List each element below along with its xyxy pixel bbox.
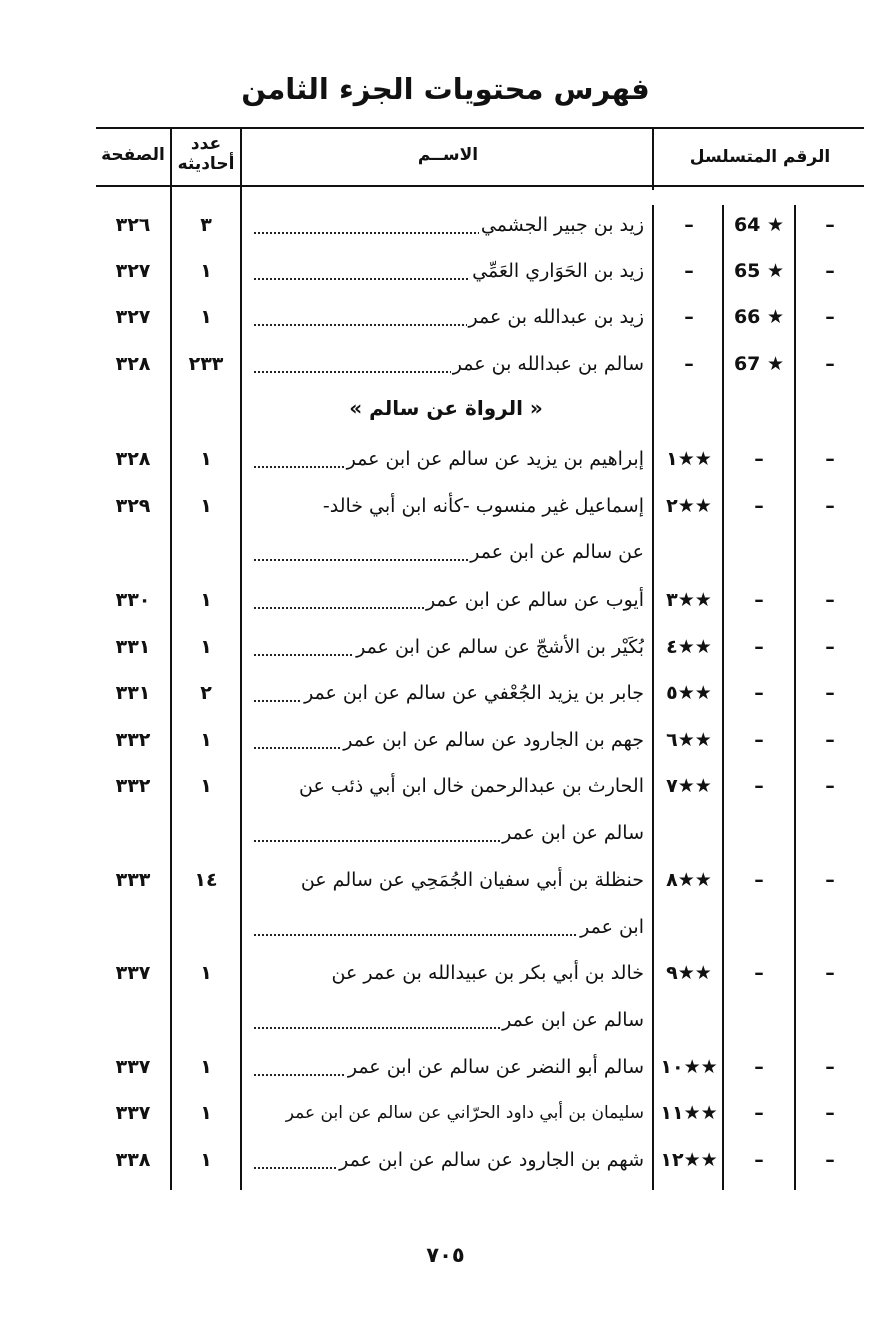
table-row-name: حنظلة بن أبي سفيان الجُمَحِي عن سالم عن xyxy=(300,869,644,891)
column-divider xyxy=(652,205,654,1190)
table-row-name: زيد بن عبدالله بن عمر xyxy=(248,297,644,337)
table-row-serial-3: – xyxy=(825,869,835,891)
table-row-serial-3: – xyxy=(825,1102,835,1124)
table-row-serial-2: – xyxy=(754,729,764,751)
table-row-name-continuation: ابن عمر xyxy=(248,907,644,947)
table-row-serial-3: – xyxy=(825,775,835,797)
table-row-count: ١ xyxy=(200,589,212,611)
table-row-name: إسماعيل غير منسوب -كأنه ابن أبي خالد- xyxy=(322,495,644,517)
table-row-name: بُكَيْر بن الأشجّ عن سالم عن ابن عمر xyxy=(248,627,644,667)
table-row-page: ٣٢٦ xyxy=(115,214,151,236)
table-row-serial-3: – xyxy=(825,306,835,328)
table-row-serial-1: ★★٩ xyxy=(666,962,712,984)
table-row-page: ٣٣٣ xyxy=(115,869,151,891)
table-row-name: سالم أبو النضر عن سالم عن ابن عمر xyxy=(248,1047,644,1087)
table-row-page: ٣٣٨ xyxy=(115,1149,151,1171)
table-row-count: ١ xyxy=(200,1102,212,1124)
table-row-serial-1: – xyxy=(684,214,694,236)
table-row-serial-3: – xyxy=(825,729,835,751)
table-row-page: ٣٣٢ xyxy=(115,775,151,797)
table-row-serial-3: – xyxy=(825,636,835,658)
table-row-serial-1: – xyxy=(684,306,694,328)
page-title: فهرس محتويات الجزء الثامن xyxy=(241,72,650,106)
table-row-count: ١ xyxy=(200,1149,212,1171)
table-row-name-continuation: سالم عن ابن عمر xyxy=(248,1000,644,1040)
table-row-name: زيد بن الحَوَاري العَمِّي xyxy=(248,251,644,291)
header-name: الاســم xyxy=(417,145,479,165)
table-row-count: ١ xyxy=(200,729,212,751)
table-row-serial-1: – xyxy=(684,353,694,375)
table-row-count: ٣ xyxy=(200,214,212,236)
table-row-serial-3: – xyxy=(825,448,835,470)
table-row-serial-2: – xyxy=(754,682,764,704)
table-row-serial-1: ★★٦ xyxy=(666,729,712,751)
table-row-serial-3: – xyxy=(825,1056,835,1078)
table-row-serial-1: ★★١٠ xyxy=(660,1056,718,1078)
table-row-serial-1: ★★٢ xyxy=(666,495,712,517)
table-row-count: ٢٣٣ xyxy=(188,353,224,375)
table-row-name: خالد بن أبي بكر بن عبيدالله بن عمر عن xyxy=(331,962,644,984)
table-row-name: جابر بن يزيد الجُعْفي عن سالم عن ابن عمر xyxy=(248,673,644,713)
table-row-serial-2: – xyxy=(754,495,764,517)
table-row-count: ١ xyxy=(200,1056,212,1078)
table-row-name: زيد بن جبير الجشمي xyxy=(248,205,644,245)
table-row-serial-2: 67 ★ xyxy=(733,353,785,375)
table-row-name: سالم بن عبدالله بن عمر xyxy=(248,344,644,384)
table-row-serial-2: 66 ★ xyxy=(733,306,785,328)
table-row-serial-2: 64 ★ xyxy=(733,214,785,236)
table-row-name: الحارث بن عبدالرحمن خال ابن أبي ذئب عن xyxy=(299,775,644,797)
table-row-serial-3: – xyxy=(825,214,835,236)
table-row-serial-3: – xyxy=(825,682,835,704)
table-row-serial-2: – xyxy=(754,1056,764,1078)
header-count-line1: عدد xyxy=(190,134,222,154)
header-serial: الرقم المتسلسل xyxy=(689,147,831,167)
table-row-serial-1: ★★٥ xyxy=(666,682,712,704)
table-row-serial-1: ★★٨ xyxy=(666,869,712,891)
table-row-page: ٣٢٨ xyxy=(115,353,151,375)
table-row-count: ١ xyxy=(200,495,212,517)
table-row-count: ١٤ xyxy=(194,869,218,891)
table-row-count: ١ xyxy=(200,962,212,984)
table-row-serial-3: – xyxy=(825,1149,835,1171)
column-divider xyxy=(652,127,654,190)
table-row-serial-1: ★★١٢ xyxy=(660,1149,718,1171)
table-row-serial-2: – xyxy=(754,1102,764,1124)
table-row-name: إبراهيم بن يزيد عن سالم عن ابن عمر xyxy=(248,439,644,479)
table-row-page: ٣٢٨ xyxy=(115,448,151,470)
table-row-page: ٣٣٠ xyxy=(115,589,151,611)
table-row-serial-2: – xyxy=(754,448,764,470)
table-row-serial-3: – xyxy=(825,589,835,611)
section-heading: « الرواة عن سالم » xyxy=(349,396,543,420)
table-row-count: ١ xyxy=(200,306,212,328)
table-row-page: ٣٣٧ xyxy=(115,1056,151,1078)
table-row-serial-1: – xyxy=(684,260,694,282)
table-row-serial-3: – xyxy=(825,495,835,517)
header-bottom-rule xyxy=(96,185,864,187)
table-row-name: أيوب عن سالم عن ابن عمر xyxy=(248,580,644,620)
table-row-name: جهم بن الجارود عن سالم عن ابن عمر xyxy=(248,720,644,760)
header-count-line2: أحاديثه xyxy=(177,154,235,174)
table-row-name-continuation: عن سالم عن ابن عمر xyxy=(248,532,644,572)
table-row-serial-2: – xyxy=(754,636,764,658)
table-row-page: ٣٣٧ xyxy=(115,962,151,984)
column-divider xyxy=(240,127,242,1190)
table-row-serial-1: ★★٣ xyxy=(666,589,712,611)
table-row-count: ١ xyxy=(200,636,212,658)
table-row-page: ٣٣١ xyxy=(115,636,151,658)
table-top-rule xyxy=(96,127,864,129)
table-row-serial-1: ★★٧ xyxy=(666,775,712,797)
table-row-count: ١ xyxy=(200,448,212,470)
table-row-page: ٣٢٧ xyxy=(115,260,151,282)
table-row-count: ١ xyxy=(200,775,212,797)
table-row-count: ١ xyxy=(200,260,212,282)
table-row-name: شهم بن الجارود عن سالم عن ابن عمر xyxy=(248,1140,644,1180)
table-row-serial-3: – xyxy=(825,962,835,984)
table-row-serial-2: – xyxy=(754,869,764,891)
table-row-serial-2: – xyxy=(754,1149,764,1171)
table-row-serial-1: ★★١١ xyxy=(660,1102,718,1124)
table-row-serial-3: – xyxy=(825,260,835,282)
table-row-serial-2: – xyxy=(754,962,764,984)
table-row-serial-2: – xyxy=(754,589,764,611)
table-row-page: ٣٣٢ xyxy=(115,729,151,751)
table-row-name-continuation: سالم عن ابن عمر xyxy=(248,813,644,853)
table-row-serial-2: – xyxy=(754,775,764,797)
table-row-serial-1: ★★١ xyxy=(666,448,712,470)
page-number: ٧٠٥ xyxy=(426,1243,465,1267)
table-row-name: سليمان بن أبي داود الحرّاني عن سالم عن ابن عمر xyxy=(285,1103,644,1123)
table-row-page: ٣٢٧ xyxy=(115,306,151,328)
table-row-serial-3: – xyxy=(825,353,835,375)
table-row-page: ٣٣٧ xyxy=(115,1102,151,1124)
table-row-page: ٣٣١ xyxy=(115,682,151,704)
table-row-serial-2: 65 ★ xyxy=(733,260,785,282)
table-row-count: ٢ xyxy=(200,682,212,704)
table-row-page: ٣٢٩ xyxy=(115,495,151,517)
table-row-serial-1: ★★٤ xyxy=(666,636,712,658)
header-page: الصفحة xyxy=(101,145,165,165)
